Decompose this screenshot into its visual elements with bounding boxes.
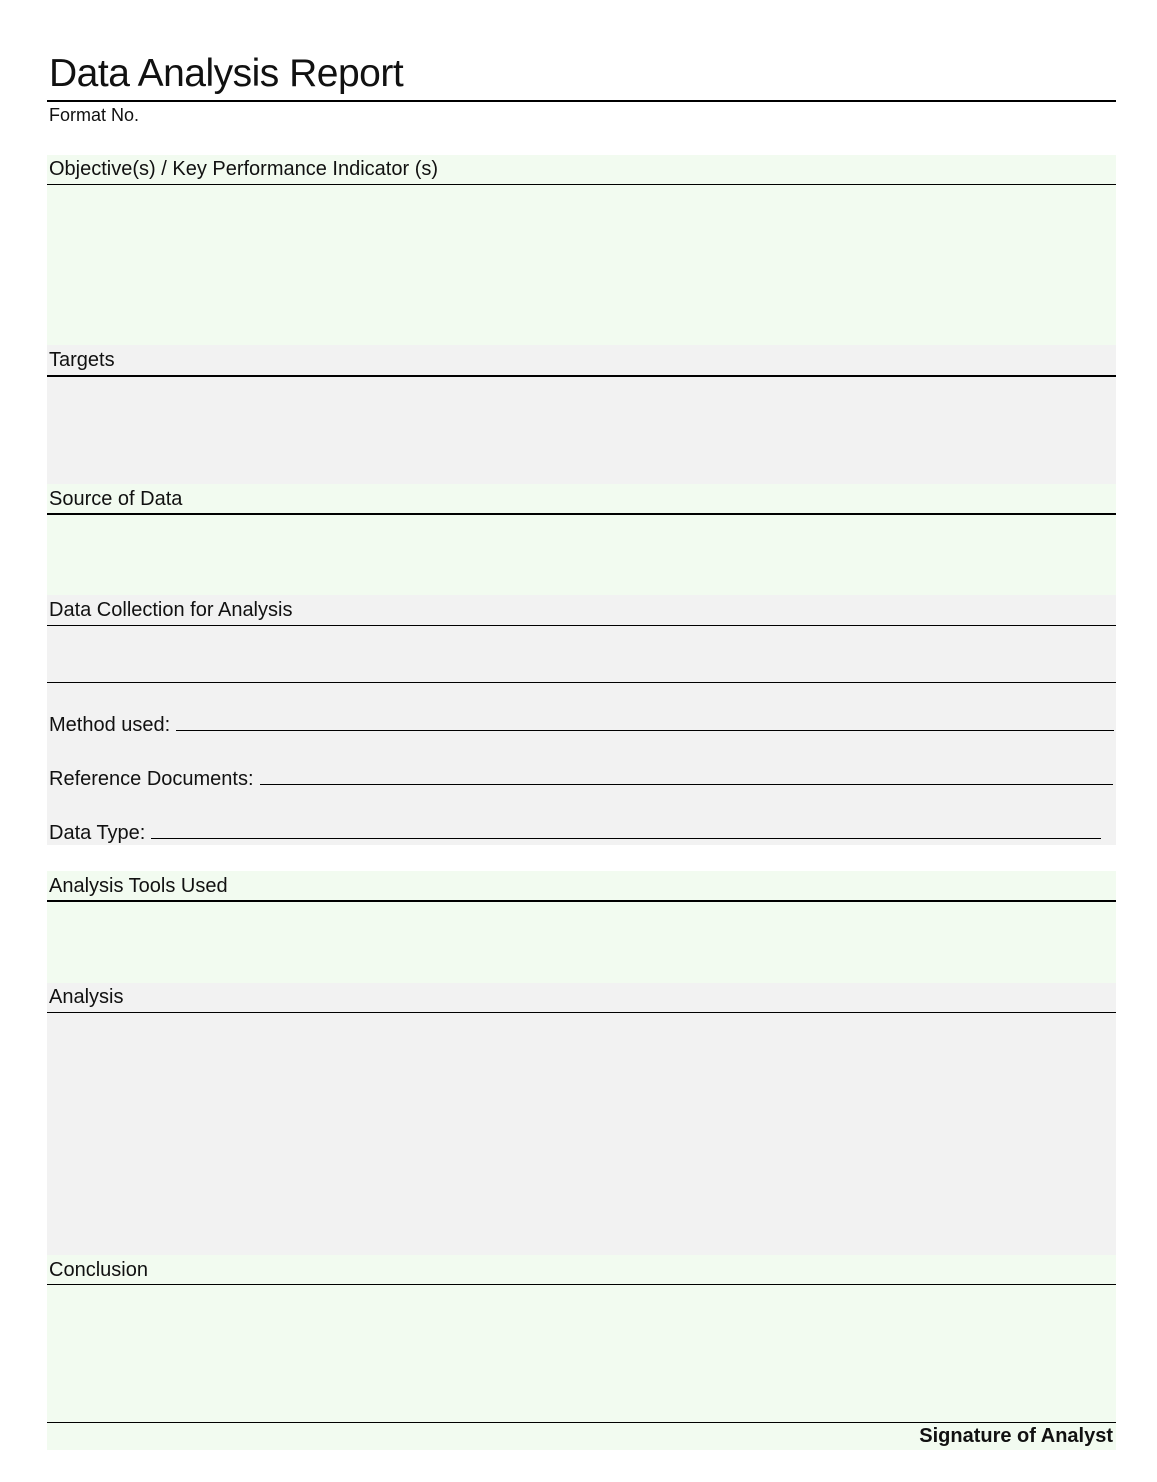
targets-heading: Targets <box>49 349 115 371</box>
source-divider <box>47 513 1116 515</box>
tools-heading: Analysis Tools Used <box>49 875 228 897</box>
collection-input-area[interactable] <box>47 627 1116 681</box>
tools-input-area[interactable] <box>47 903 1116 983</box>
method-label: Method used: <box>49 714 171 736</box>
collection-lower-divider <box>47 682 1116 683</box>
conclusion-input-area[interactable] <box>47 1286 1116 1421</box>
page-title: Data Analysis Report <box>49 52 404 95</box>
data-type-field <box>49 820 1101 845</box>
objectives-heading: Objective(s) / Key Performance Indicator (s) <box>49 158 439 180</box>
conclusion-divider <box>47 1284 1116 1285</box>
objectives-input-area[interactable] <box>47 186 1116 344</box>
signature-divider <box>47 1422 1116 1423</box>
tools-divider <box>47 900 1116 902</box>
objectives-divider <box>47 184 1116 185</box>
collection-divider <box>47 625 1116 626</box>
data-type-label: Data Type: <box>49 822 146 844</box>
signature-label: Signature of Analyst <box>919 1425 1113 1447</box>
reference-field <box>49 766 1113 791</box>
method-input-line[interactable] <box>176 712 1114 731</box>
targets-input-area[interactable] <box>47 378 1116 484</box>
targets-divider <box>47 375 1116 377</box>
analysis-input-area[interactable] <box>47 1014 1116 1255</box>
format-number-label: Format No. <box>49 105 140 125</box>
source-input-area[interactable] <box>47 516 1116 595</box>
source-heading: Source of Data <box>49 488 183 510</box>
reference-label: Reference Documents: <box>49 768 254 790</box>
analysis-divider <box>47 1012 1116 1013</box>
reference-input-line[interactable] <box>260 766 1113 785</box>
analysis-heading: Analysis <box>49 986 124 1008</box>
conclusion-heading: Conclusion <box>49 1259 148 1281</box>
collection-heading: Data Collection for Analysis <box>49 599 293 621</box>
title-divider <box>47 100 1116 102</box>
method-field <box>49 712 1114 737</box>
data-type-input-line[interactable] <box>151 820 1101 839</box>
